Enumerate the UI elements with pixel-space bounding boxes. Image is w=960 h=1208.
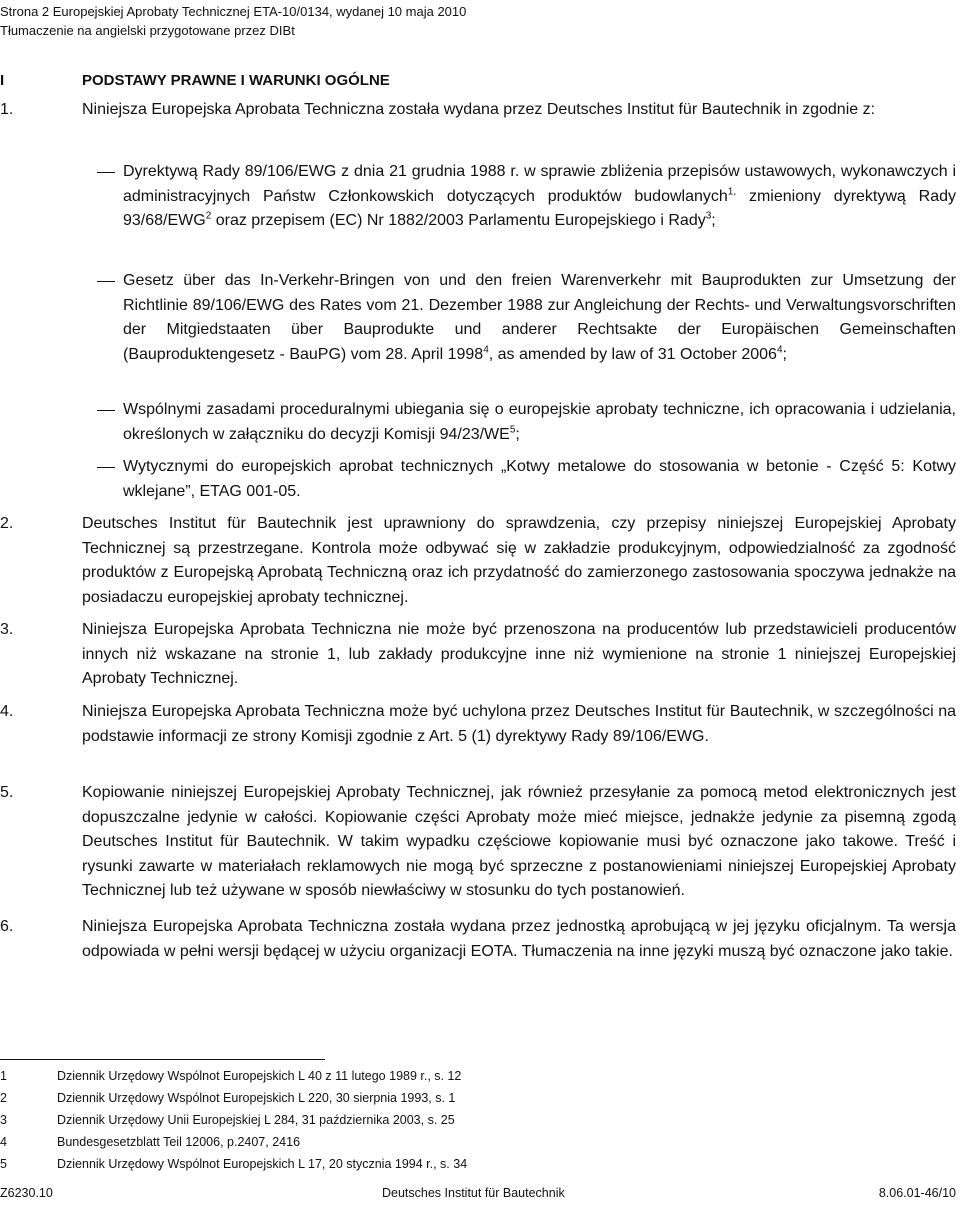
paragraph-2-text: Deutsches Institut für Bautechnik jest uprawniony do sprawdzenia, czy przepisy niniejszej Europejskiej Aprobaty Technicznej są przestrzegane. Kontrola może odbywać się w zakładzie produkcyjnym, odpowiedzialność za zgodność produktów z Europejską Aprobatą Techniczną oraz ich przydatność do zamierzonego zastosowania spoczywa jednakże na posiadaczu europejskiej aprobaty technicznej.	[82, 515, 956, 606]
paragraph-1-number: 1.	[0, 101, 14, 118]
paragraph-2-number: 2.	[0, 515, 14, 532]
list-item-procedural-rules: Wspólnymi zasadami proceduralnymi ubiegania się o europejskie aprobaty techniczne, ich opracowania i udzielania, określonych w załączniku do decyzji Komisji $94/23/WE^5$;	[123, 401, 956, 443]
footnote-separator	[0, 1059, 325, 1060]
dash-bullet	[97, 467, 115, 468]
paragraph-3-number: 3.	[0, 621, 14, 638]
paragraph-4-text: Niniejsza Europejska Aprobata Techniczna może być uchylona przez Deutsches Institut für Bautechnik, w szczególności na podstawie informacji ze strony Komisji zgodnie z Art. 5 (1) dyrektywy Rady 89/106/EWG.	[82, 703, 956, 745]
paragraph-5-text: Kopiowanie niniejszej Europejskiej Aprobaty Technicznej, jak również przesyłanie za pomocą metod elektronicznych jest dopuszczalne jedynie w całości. Kopiowanie części Aprobaty może mieć miejsce, jednakże jedynie za pisemną zgodą Deutsches Institut für Bautechnik. W takim wypadku częściowe kopiowanie musi być oznaczone jako takowe. Treść i rysunki zawarte w materiałach reklamowych nie mogą być sprzeczne z postanowieniami niniejszej Europejskiej Aprobaty Technicznej lub też używane w sposób niewłaściwy w stosunku do tych postanowień.	[82, 784, 956, 899]
list-item-directive: Dyrektywą Rady 89/106/EWG z dnia 21 grudnia 1988 r. w sprawie zbliżenia przepisów ustawowych, wykonawczych i administracyjnych Państw Członkowskich dotyczących produktów budowlanych$^{1,}$ zmieniony dyrektywą Rady 93/68/EWG$^2$ oraz przepisem (EC) Nr 1882/2003 Parlamentu Europejskiego i Rady$^3$;	[123, 163, 957, 229]
paragraph-3-text: Niniejsza Europejska Aprobata Techniczna nie może być przenoszona na producentów lub przedstawicieli producentów innych niż wskazane na stronie 1, lub zakłady produkcyjne inne niż wymienione na stronie 1 niniejszej Europejskiej Aprobaty Technicznej.	[82, 621, 956, 687]
footer-document-code: Z6230.10	[0, 1186, 53, 1200]
list-item-bauprodukten: Gesetz über das In-Verkehr-Bringen von und den freien Warenverkehr mit Bauprodukten zur Umsetzung der Richtlinie 89/106/EWG des Rates vom 21. Dezember 1988 zur Angleichung der Rechts- und Verwaltungsvorschriften der Mitgiedstaaten über Bauprodukte und anderer Rechtsakte der Europäischen Gemeinschaften (Bauproduktengesetz - BauPG) vom 28. April 1998$^4$, as amended by law of 31 October 2006$^4$;	[123, 272, 956, 363]
footer-reference: 8.06.01-46/10	[878, 1186, 956, 1200]
dash-bullet	[97, 172, 115, 173]
section-title: PODSTAWY PRAWNE I WARUNKI OGÓLNE	[82, 72, 390, 89]
list-item-etag: Wytycznymi do europejskich aprobat technicznych „Kotwy metalowe do stosowania w betonie - Część 5: Kotwy wklejane”, ETAG 001-05.	[123, 458, 956, 500]
paragraph-6-number: 6.	[0, 918, 14, 935]
page-header	[0, 2, 466, 40]
footer-institute: Deutsches Institut für Bautechnik	[382, 1186, 565, 1200]
dash-bullet	[97, 281, 115, 282]
paragraph-5-number: 5.	[0, 784, 14, 801]
section-number: I	[0, 72, 5, 89]
paragraph-4-number: 4.	[0, 703, 14, 720]
paragraph-1-text: Niniejsza Europejska Aprobata Techniczna została wydana przez Deutsches Institut für Bautechnik in zgodnie z:	[82, 101, 876, 118]
header-line-2: Tłumaczenie na angielski przygotowane przez DIBt	[0, 23, 295, 38]
header-line-1: Strona 2 Europejskiej Aprobaty Technicznej ETA-10/0134, wydanej 10 maja 2010	[0, 4, 467, 19]
paragraph-6-text: Niniejsza Europejska Aprobata Techniczna została wydana przez jednostką aprobującą w jej języku oficjalnym. Ta wersja odpowiada w pełni wersji będącej w użyciu organizacji EOTA. Tłumaczenia na inne języki muszą być oznaczone jako takie.	[82, 918, 956, 960]
dash-bullet	[97, 410, 115, 411]
